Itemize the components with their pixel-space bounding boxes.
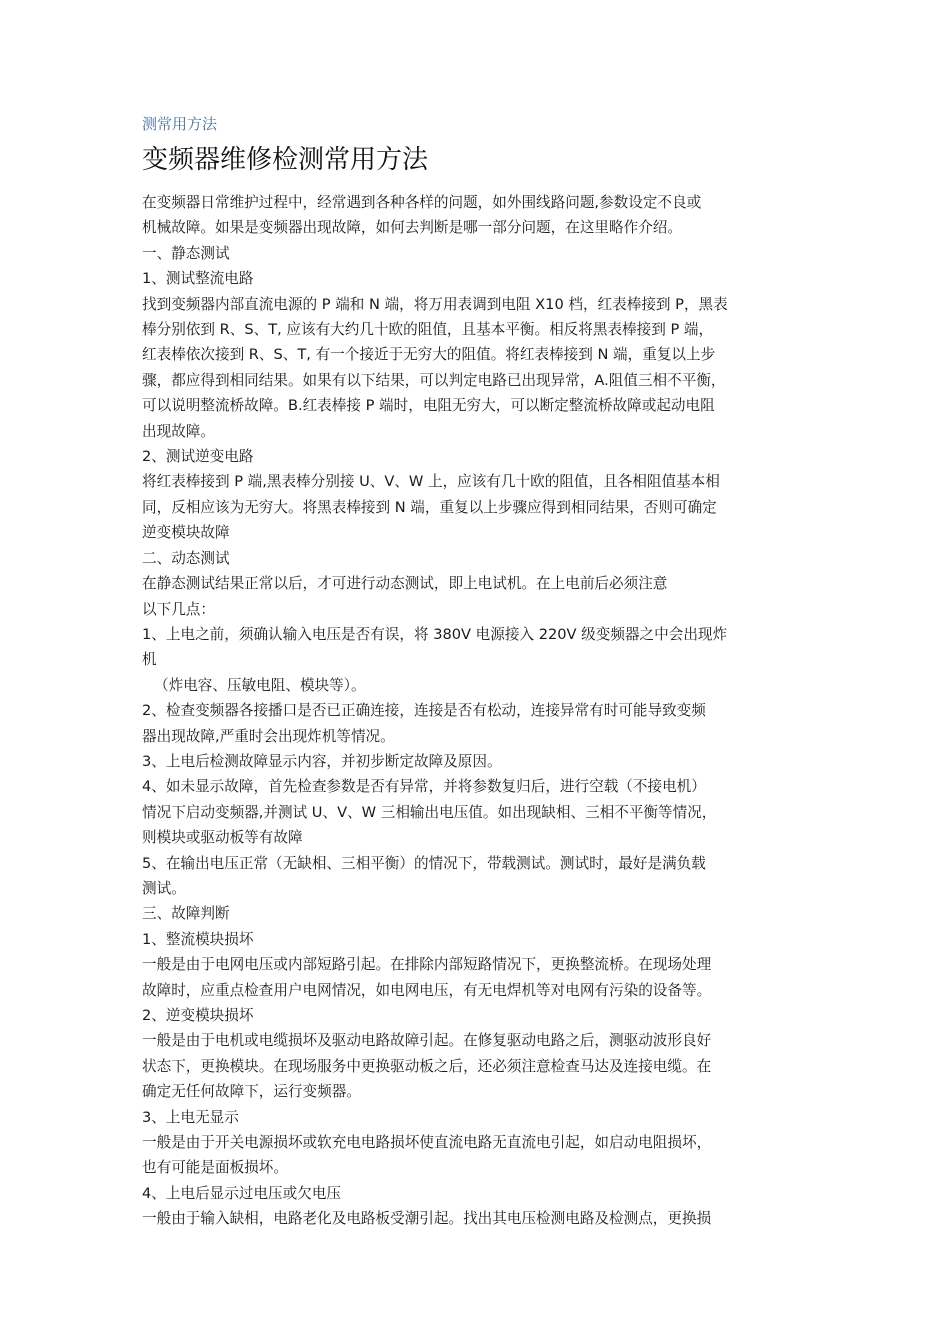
section-heading: 一、静态测试 [142, 244, 230, 262]
text-line: 1、上电之前，须确认输入电压是否有误，将 380V 电源接入 220V 级变频器之中会出现炸 [142, 625, 728, 643]
text-line: 也有可能是面板损坏。 [142, 1159, 288, 1177]
subsection-heading: 1、整流模块损坏 [142, 930, 254, 948]
section-heading: 三、故障判断 [142, 905, 230, 923]
text-line: 状态下，更换模块。在现场服务中更换驱动板之后，还必须注意检查马达及连接电缆。在 [142, 1057, 712, 1075]
text-line: 骤，都应得到相同结果。如果有以下结果，可以判定电路已出现异常，A.阻值三相不平衡， [142, 371, 726, 389]
subsection-heading: 2、逆变模块损坏 [142, 1007, 254, 1024]
subsection-heading: 4、上电后显示过电压或欠电压 [142, 1184, 342, 1202]
text-line: 5、在输出电压正常（无缺相、三相平衡）的情况下，带载测试。测试时，最好是满负载 [142, 854, 706, 872]
text-line: 找到变频器内部直流电源的 P 端和 N 端，将万用表调到电阻 X10 档，红表棒接到 P，黑表 [142, 295, 728, 313]
text-line: 情况下启动变频器,并测试 U、V、W 三相输出电压值。如出现缺相、三相不平衡等情况， [142, 803, 717, 821]
text-line: 可以说明整流桥故障。B.红表棒接 P 端时，电阻无穷大，可以断定整流桥故障或起动电阻 [142, 397, 715, 415]
text-line: 一般由于输入缺相，电路老化及电路板受潮引起。找出其电压检测电路及检测点，更换损 [142, 1210, 712, 1228]
text-line: 逆变模块故障 [142, 524, 230, 542]
text-line: 将红表棒接到 P 端,黑表棒分别接 U、V、W 上，应该有几十欧的阻值，且各相阻值基本相 [142, 473, 720, 491]
subsection-heading: 2、测试逆变电路 [142, 448, 254, 466]
text-line: 3、上电后检测故障显示内容，并初步断定故障及原因。 [142, 752, 502, 770]
text-line: 一般是由于电网电压或内部短路引起。在排除内部短路情况下，更换整流桥。在现场处理 [142, 956, 712, 974]
text-line: 4、如未显示故障，首先检查参数是否有异常，并将参数复归后，进行空载（不接电机） [142, 778, 706, 796]
text-line: 红表棒依次接到 R、S、T, 有一个接近于无穷大的阻值。将红表棒接到 N 端，重复以上步 [142, 346, 716, 364]
text-line: 一般是由于开关电源损坏或软充电电路损坏使直流电路无直流电引起，如启动电阻损坏， [142, 1134, 712, 1152]
text-line: 故障时，应重点检查用户电网情况，如电网电压，有无电焊机等对电网有污染的设备等。 [142, 981, 712, 999]
document-content [142, 112, 810, 1232]
text-line: 在变频器日常维护过程中，经常遇到各种各样的问题，如外围线路问题,参数设定不良或 [142, 194, 702, 211]
text-line: 一般是由于电机或电缆损坏及驱动电路故障引起。在修复驱动电路之后，测驱动波形良好 [142, 1032, 712, 1050]
text-line: 测试。 [142, 879, 186, 897]
document-title: 变频器维修检测常用方法 [142, 145, 429, 175]
text-line: 棒分别依到 R、S、T, 应该有大约几十欧的阻值，且基本平衡。相反将黑表棒接到 P 端， [142, 321, 714, 339]
section-heading: 二、动态测试 [142, 549, 230, 567]
text-line: 同，反相应该为无穷大。将黑表棒接到 N 端，重复以上步骤应得到相同结果，否则可确定 [142, 498, 717, 516]
document-body [142, 190, 810, 1232]
text-line: 机 [142, 651, 157, 669]
text-line: 在静态测试结果正常以后，才可进行动态测试，即上电试机。在上电前后必须注意 [142, 575, 668, 593]
header-note: 测常用方法 [142, 115, 218, 133]
text-line: 确定无任何故障下，运行变频器。 [142, 1083, 361, 1101]
text-line: 2、检查变频器各接播口是否已正确连接，连接是否有松动，连接异常有时可能导致变频 [142, 702, 706, 720]
text-line: 以下几点： [142, 600, 215, 618]
text-line: 机械故障。如果是变频器出现故障，如何去判断是哪一部分问题，在这里略作介绍。 [142, 219, 682, 237]
text-line: 出现故障。 [142, 422, 215, 440]
subsection-heading: 3、上电无显示 [142, 1108, 239, 1126]
text-line: 器出现故障,严重时会出现炸机等情况。 [142, 727, 395, 745]
text-line: （炸电容、压敏电阻、模块等）。 [154, 676, 366, 694]
text-line: 则模块或驱动板等有故障 [142, 829, 303, 847]
subsection-heading: 1、测试整流电路 [142, 270, 254, 288]
